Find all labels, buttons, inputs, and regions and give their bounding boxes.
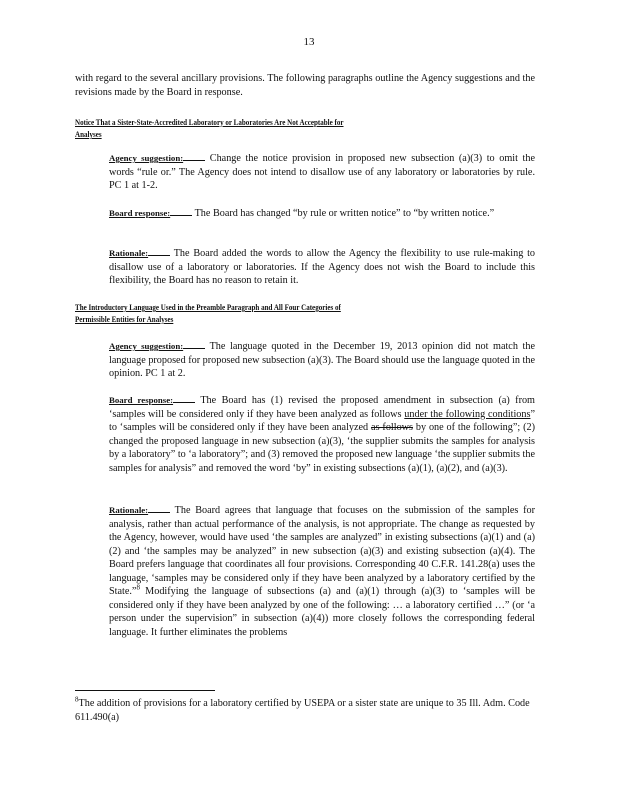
footnote-mark: 8 — [75, 695, 79, 704]
section-heading-line1: Notice That a Sister-State-Accredited Laboratory or Laboratories Are Not Acceptable for — [75, 117, 344, 127]
footnote-divider — [75, 690, 215, 691]
agency-suggestion-text: Change the notice provision in proposed new subsection (a)(3) to omit the words “rule or.” The Agency does not intend to disallow use of any laboratory or laboratories by rule. PC 1 at 1-2. — [109, 153, 535, 191]
agency-suggestion-label: Agency suggestion: — [109, 341, 184, 351]
rationale-label: Rationale: — [109, 505, 149, 515]
footnote-reference[interactable]: 8 — [136, 583, 140, 592]
rationale-block — [109, 247, 535, 288]
board-response-label: Board response: — [109, 208, 171, 218]
board-response-block — [109, 207, 535, 221]
board-response-text-part1: The Board has (1) revised the proposed amendment in subsection (a) from ‘samples will be considered only if they have been analyzed as follows — [109, 395, 535, 420]
agency-suggestion-label: Agency suggestion: — [109, 153, 184, 163]
label-rule — [148, 255, 170, 256]
label-rule — [183, 160, 205, 161]
rationale-label: Rationale: — [109, 248, 149, 258]
deleted-text: as follows — [371, 422, 413, 433]
footnote — [75, 697, 545, 724]
section-heading-line1: The Introductory Language Used in the Preamble Paragraph and All Four Categories of — [75, 302, 341, 312]
footnote-text: The addition of provisions for a laboratory certified by USEPA or a sister state are unique to 35 Ill. Adm. Code 611.490(a) — [75, 698, 530, 723]
rationale-text-part2: Modifying the language of subsections (a) and (a)(1) through (a)(3) to ‘samples will be considered only if they have been analyzed by one of the following: … a laboratory certified …” (or ‘a person under the supervision” in subsection (a)(4)) more closely follows the corresponding federal language. It further eliminates the problems — [109, 586, 535, 638]
section-heading-line2: Analyses — [75, 129, 102, 139]
rationale-block — [109, 504, 535, 639]
board-response-block — [109, 394, 535, 475]
section-heading-line2: Permissible Entities for Analyses — [75, 314, 174, 324]
board-response-text-part2: ” to ‘samples will be considered only if they have been analyzed — [109, 408, 535, 433]
section-heading-sister-state — [75, 116, 534, 140]
page-number: 13 — [303, 36, 315, 48]
board-response-text-part3: by one of the following”; (2) changed the proposed language in new subsection (a)(3), ‘the supplier submits the samples for analysis by a laboratory” to ‘a laboratory”; and (3) removed the proposed new language ‘the supplier submits the samples for analysis” and removed the word ‘by” in existing subsections (a)(1), (a)(2), and (a)(3). — [109, 422, 535, 474]
label-rule — [183, 348, 205, 349]
rationale-text: The Board added the words to allow the Agency the flexibility to use rule-making to disallow use of a laboratory or laboratories. If the Agency does not wish the Board to include this flexibility, the Board has no reason to retain it. — [109, 248, 535, 286]
label-rule — [173, 402, 195, 403]
board-response-label: Board response: — [109, 395, 174, 405]
label-rule — [148, 512, 170, 513]
board-response-text: The Board has changed “by rule or written notice” to “by written notice.” — [194, 208, 495, 219]
agency-suggestion-block — [109, 340, 535, 381]
intro-paragraph: with regard to the several ancillary provisions. The following paragraphs outline the Agency suggestions and the revisions made by the Board in response. — [75, 73, 535, 98]
agency-suggestion-block — [109, 152, 535, 193]
label-rule — [170, 215, 192, 216]
agency-suggestion-text: The language quoted in the December 19, 2013 opinion did not match the language proposed for proposed new subsection (a)(3). The Board should use the language quoted in the opinion. PC 1 at 2. — [109, 341, 535, 379]
rationale-text-part1: The Board agrees that language that focuses on the submission of the samples for analysis, rather than actual performance of the analysis, is not appropriate. The change as requested by the Agency, however, would have used ‘the samples are analyzed” in existing subsections (a)(1) and (a)(2) and ‘the samples may be analyzed” in new subsection (a)(3) and existing subsection (a)(4). The Board prefers language that coordinates all four provisions. Corresponding 40 C.F.R. 141.28(a) uses the language, ‘samples may be considered only if they have been analyzed by a laboratory certified by the State.” — [109, 505, 535, 597]
section-heading-introductory-language — [75, 301, 534, 325]
inserted-text: under the following conditions — [404, 408, 531, 420]
